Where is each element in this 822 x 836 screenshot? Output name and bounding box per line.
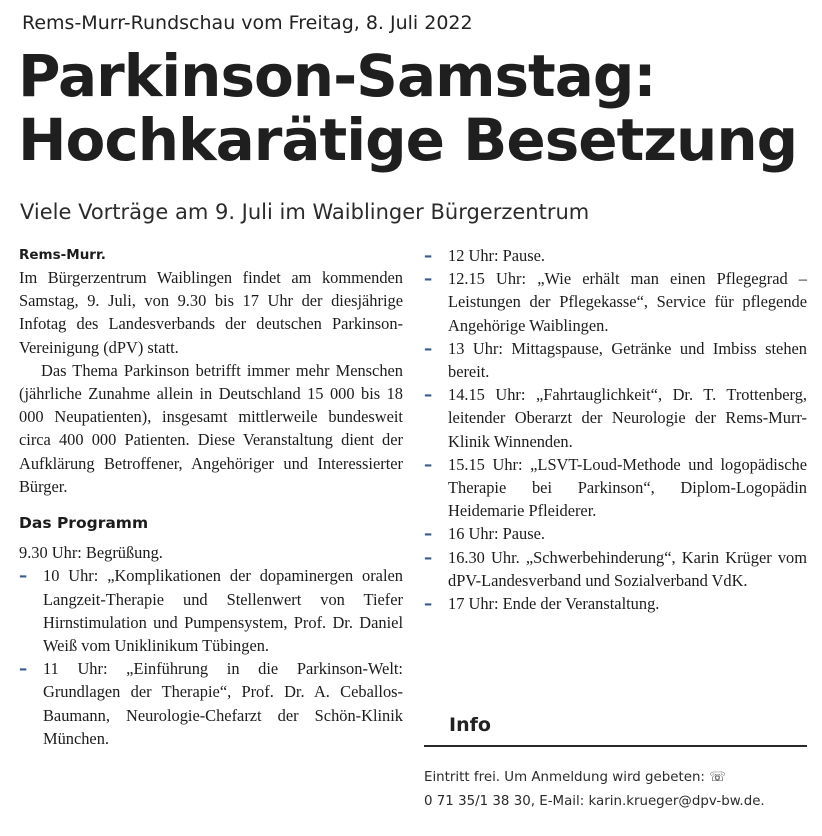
- dash-marker: –: [424, 547, 433, 567]
- programm-item: – 17 Uhr: Ende der Veranstaltung.: [424, 592, 807, 615]
- headline: [18, 44, 818, 172]
- programm-item: – 15.15 Uhr: „LSVT-Loud-Methode und logopädische Therapie bei Parkinson“, Diplom-Logopädin Heidemarie Pfleiderer.: [424, 454, 807, 521]
- info-text: [424, 766, 814, 814]
- programm-item: – 10 Uhr: „Komplikationen der dopaminergen oralen Langzeit-Therapie und Stellenwert von Tiefer Hirnstimulation und Pumpensystem, Prof. Dr. Daniel Weiß vom Uniklinikum Tübingen.: [19, 566, 403, 656]
- subheadline: Viele Vorträge am 9. Juli im Waiblinger Bürgerzentrum: [20, 200, 590, 224]
- info-line-2: 0 71 35/1 38 30, E-Mail: karin.krueger@dpv-bw.de.: [424, 794, 765, 809]
- dash-marker: –: [424, 338, 433, 358]
- source-line: Rems-Murr-Rundschau vom Freitag, 8. Juli 2022: [22, 12, 473, 34]
- programm-item: – 14.15 Uhr: „Fahrtauglichkeit“, Dr. T. Trottenberg, leitender Oberarzt der Neurologie der Rems-Murr-Klinik Winnenden.: [424, 385, 807, 451]
- programm-item: – 12 Uhr: Pause.: [424, 244, 807, 267]
- article-paragraph-2: Das Thema Parkinson betrifft immer mehr Menschen (jährliche Zunahme allein in Deutschland 15 000 bis 18 000 Neupatienten), insgesamt mittlerweile bundesweit circa 400 000 Patienten. Diese Veranstaltung dient der Aufklärung Betroffener, Angehöriger und Interessierter Bürger.: [19, 360, 403, 496]
- programm-list-left: [19, 564, 403, 750]
- dash-marker: –: [424, 524, 433, 544]
- dateline: Rems-Murr.: [19, 247, 106, 263]
- article-column-left: [19, 244, 403, 750]
- dash-marker: –: [424, 269, 433, 289]
- article-paragraph-1: Im Bürgerzentrum Waiblingen findet am kommenden Samstag, 9. Juli, von 9.30 bis 17 Uhr der diesjährige Infotag des Landesverbands der deutschen Parkinson-Vereinigung (dPV) statt.: [19, 268, 403, 357]
- programm-item: – 11 Uhr: „Einführung in die Parkinson-Welt: Grundlagen der Therapie“, Prof. Dr. A. Ceballos-Baumann, Neurologie-Chefarzt der Schön-Klinik München.: [19, 659, 403, 748]
- programm-item-first: 9.30 Uhr: Begrüßung.: [19, 543, 163, 563]
- info-divider: [424, 745, 807, 747]
- dash-marker: –: [424, 246, 433, 265]
- article-column-right: [424, 244, 807, 615]
- dash-marker: –: [424, 594, 433, 614]
- programm-item: – 13 Uhr: Mittagspause, Getränke und Imbiss stehen bereit.: [424, 338, 807, 382]
- headline-line-2: Hochkarätige Besetzung: [18, 106, 798, 174]
- programm-item: – 12.15 Uhr: „Wie erhält man einen Pflegegrad – Leistungen der Pflegekasse“, Service für pflegende Angehörige Waiblingen.: [424, 269, 807, 335]
- dash-marker: –: [19, 659, 28, 679]
- info-line-1: Eintritt frei. Um Anmeldung wird gebeten: ☏: [424, 770, 726, 785]
- headline-line-1: Parkinson-Samstag:: [18, 42, 656, 110]
- dash-marker: –: [19, 566, 28, 586]
- dash-marker: –: [424, 385, 433, 405]
- programm-item: – 16 Uhr: Pause.: [424, 522, 807, 545]
- dash-marker: –: [424, 454, 433, 474]
- programm-list-right: [424, 244, 807, 615]
- info-title: Info: [449, 714, 491, 736]
- programm-item: – 16.30 Uhr. „Schwerbehinderung“, Karin Krüger vom dPV-Landesverband und Sozialverband VdK.: [424, 547, 807, 590]
- programm-title: Das Programm: [19, 514, 149, 533]
